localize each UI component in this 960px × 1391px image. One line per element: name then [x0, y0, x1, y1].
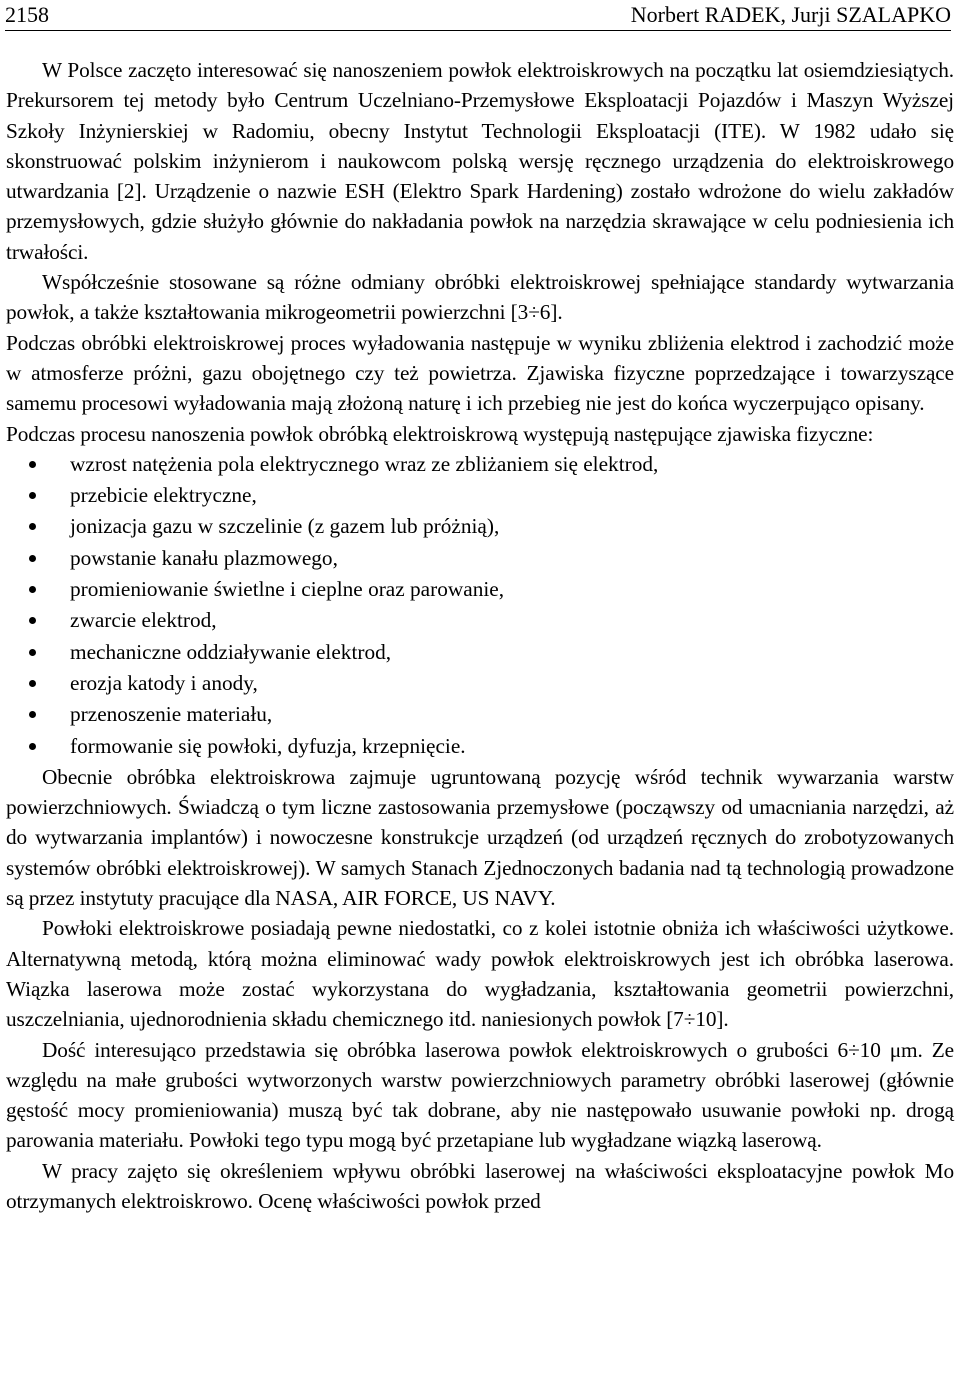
list-item	[6, 574, 954, 605]
paragraph-modern-variants: Współcześnie stosowane są różne odmiany obróbki elektroiskrowej spełniające standardy wytwarzania powłok, a także kształtowania mikrogeometrii powierzchni [3÷6].	[6, 270, 954, 325]
paragraph-study-aim: W pracy zajęto się określeniem wpływu obróbki laserowej na właściwości eksploatacyjne powłok Mo otrzymanych elektroiskrowo. Ocenę właściwości powłok przed	[6, 1158, 954, 1213]
bullet-dot-icon	[29, 461, 36, 468]
bullet-dot-icon	[29, 743, 36, 750]
list-item-text: jonizacja gazu w szczelinie (z gazem lub próżnią),	[70, 514, 500, 539]
list-item-text: wzrost natężenia pola elektrycznego wraz ze zbliżaniem się elektrod,	[70, 451, 659, 476]
list-item-text: promieniowanie świetlne i cieplne oraz parowanie,	[70, 577, 505, 602]
bullet-dot-icon	[29, 649, 36, 656]
list-item	[6, 605, 954, 636]
bullet-dot-icon	[29, 555, 36, 562]
page-number: 2158	[5, 2, 49, 27]
list-item-text: formowanie się powłoki, dyfuzja, krzepnięcie.	[70, 733, 466, 758]
bullet-dot-icon	[29, 523, 36, 530]
paragraph-laser-alternative: Powłoki elektroiskrowe posiadają pewne niedostatki, co z kolei istotnie obniża ich właściwości użytkowe. Alternatywną metodą, którą można eliminować wady powłok elektroiskrowych jest ich obróbka laserowa. Wiązka laserowa może zostać wykorzystana do wygładzania, kształtowania geometrii powierzchni, uszczelniania, ujednorodnienia składu chemicznego itd. naniesionych powłok [7÷10].	[6, 916, 954, 1032]
list-item-text: przebicie elektryczne,	[70, 483, 257, 508]
list-item-text: przenoszenie materiału,	[70, 702, 273, 727]
phenomena-list	[6, 449, 954, 762]
running-head-authors: Norbert RADEK, Jurji SZALAPKO	[630, 2, 951, 27]
paragraph-phenomena-intro: Podczas procesu nanoszenia powłok obróbką elektroiskrową występują następujące zjawiska fizyczne:	[6, 421, 874, 446]
list-item-text: zwarcie elektrod,	[70, 608, 217, 633]
list-item	[6, 511, 954, 542]
page-header	[5, 0, 951, 31]
paragraph-current-position: Obecnie obróbka elektroiskrowa zajmuje ugruntowaną pozycję wśród technik wywarzania warstw powierzchniowych. Świadczą o tym liczne zastosowania przemysłowe (począwszy od umacniania narzędzi, aż do wytwarzania implantów) i nowoczesne konstrukcje urządzeń (od urządzeń ręcznych do zrobotyzowanych systemów obróbki elektroiskrowej). W samych Stanach Zjednoczonych badania nad tą technologią prowadzone są przez instytuty pracujące dla NASA, AIR FORCE, US NAVY.	[6, 764, 954, 911]
list-item-text: erozja katody i anody,	[70, 670, 258, 695]
list-item	[6, 731, 954, 762]
list-item	[6, 543, 954, 574]
bullet-dot-icon	[29, 492, 36, 499]
paragraph-history: W Polsce zaczęto interesować się nanoszeniem powłok elektroiskrowych na początku lat osiemdziesiątych. Prekursorem tej metody było Centrum Uczelniano-Przemysłowe Eksploatacji Pojazdów i Maszyn Wyższej Szkoły Inżynierskiej w Radomiu, obecny Instytut Technologii Eksploatacji (ITE). W 1982 udało się skonstruować polskim inżynierom i naukowcom polską wersję ręcznego urządzenia do elektroiskrowego utwardzania [2]. Urządzenie o nazwie ESH (Elektro Spark Hardening) zostało wdrożone do wielu zakładów przemysłowych, gdzie służyło głównie do nakładania powłok na narzędzia skrawające w celu podniesienia ich trwałości.	[6, 58, 954, 264]
paragraph-discharge-process: Podczas obróbki elektroiskrowej proces wyładowania następuje w wyniku zbliżenia elektrod i zachodzić może w atmosferze próżni, gazu obojętnego czy też powietrza. Zjawiska fizyczne poprzedzające i towarzyszące samemu procesowi wyładowania mają złożoną naturę i ich przebieg nie jest do końca wyczerpująco opisany.	[6, 330, 954, 416]
list-item	[6, 637, 954, 668]
article-body	[6, 55, 954, 1216]
bullet-dot-icon	[29, 586, 36, 593]
list-item	[6, 480, 954, 511]
list-item-text: powstanie kanału plazmowego,	[70, 545, 338, 570]
list-item	[6, 449, 954, 480]
list-item	[6, 699, 954, 730]
list-item-text: mechaniczne oddziaływanie elektrod,	[70, 639, 392, 664]
paragraph-thin-coatings: Dość interesująco przedstawia się obróbka laserowa powłok elektroiskrowych o grubości 6÷10 μm. Ze względu na małe grubości wytworzonych warstw powierzchniowych parametry obróbki laserowej (głównie gęstość mocy promieniowania) muszą być tak dobrane, aby nie następowało usuwanie powłoki np. drogą parowania materiału. Powłoki tego typu mogą być przetapiane lub wygładzane wiązką laserową.	[6, 1037, 954, 1153]
list-item	[6, 668, 954, 699]
bullet-dot-icon	[29, 711, 36, 718]
bullet-dot-icon	[29, 680, 36, 687]
bullet-dot-icon	[29, 617, 36, 624]
